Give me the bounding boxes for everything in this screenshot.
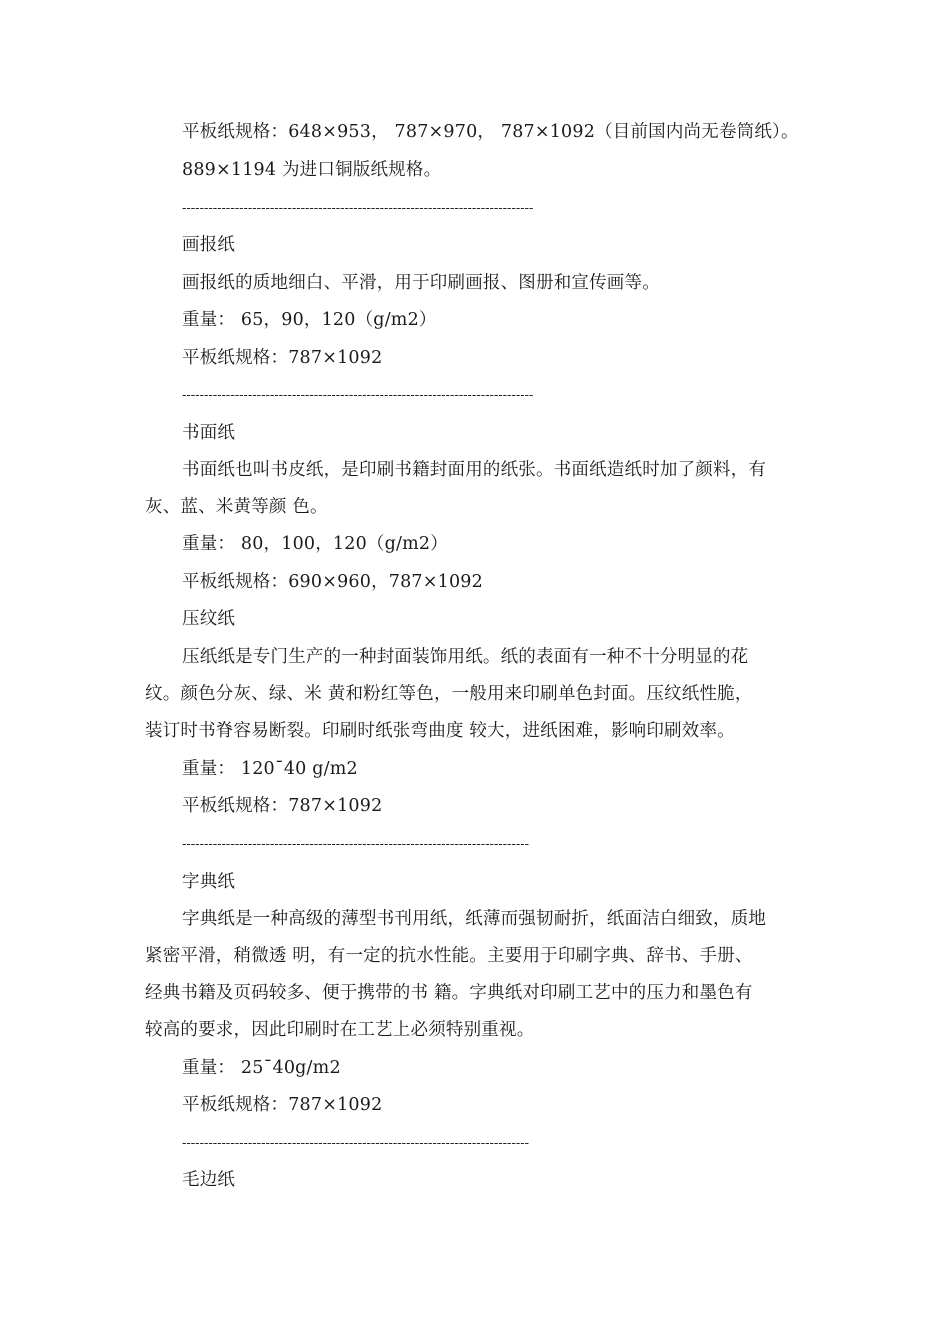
heading-yawen: 压纹纸	[182, 609, 236, 629]
weight-huabao: 重量： 65，90，120（g/m2）	[182, 310, 437, 330]
weight-zidian: 重量： 25¯40g/m2	[182, 1058, 341, 1078]
separator: --------------------------------------------------------------------------------	[182, 389, 534, 403]
body-yawen-3: 装订时书脊容易断裂。印刷时纸张弯曲度 较大，进纸困难，影响印刷效率。	[145, 721, 735, 741]
body-yawen-2: 纹。颜色分灰、绿、米 黄和粉红等色，一般用来印刷单色封面。压纹纸性脆，	[145, 684, 753, 704]
separator: --------------------------------------------------------------------------------	[182, 202, 534, 216]
specs-yawen: 平板纸规格：787×1092	[182, 796, 383, 816]
body-zidian-2: 紧密平滑，稍微透 明，有一定的抗水性能。主要用于印刷字典、辞书、手册、	[145, 946, 753, 966]
body-shumian-1: 书面纸也叫书皮纸，是印刷书籍封面用的纸张。书面纸造纸时加了颜料，有	[182, 460, 767, 480]
body-shumian-2: 灰、蓝、米黄等颜 色。	[145, 497, 328, 517]
body-zidian-3: 经典书籍及页码较多、便于携带的书 籍。字典纸对印刷工艺中的压力和墨色有	[145, 983, 753, 1003]
weight-yawen: 重量： 120¯40 g/m2	[182, 759, 358, 779]
body-zidian-1: 字典纸是一种高级的薄型书刊用纸，纸薄而强韧耐折，纸面洁白细致，质地	[182, 909, 767, 929]
specs-zidian: 平板纸规格：787×1092	[182, 1095, 383, 1115]
body-yawen-1: 压纸纸是专门生产的一种封面装饰用纸。纸的表面有一种不十分明显的花	[182, 647, 749, 667]
body-zidian-4: 较高的要求，因此印刷时在工艺上必须特别重视。	[145, 1020, 535, 1040]
heading-maobian: 毛边纸	[182, 1170, 236, 1190]
heading-shumian: 书面纸	[182, 423, 236, 443]
body-huabao: 画报纸的质地细白、平滑，用于印刷画报、图册和宣传画等。	[182, 273, 660, 293]
specs-shumian: 平板纸规格：690×960，787×1092	[182, 572, 483, 592]
separator: -------------------------------------------------------------------------------	[182, 838, 530, 852]
specs-line-1: 平板纸规格：648×953， 787×970， 787×1092（目前国内尚无卷筒纸）。	[182, 122, 799, 142]
weight-shumian: 重量： 80，100，120（g/m2）	[182, 534, 448, 554]
separator: -------------------------------------------------------------------------------	[182, 1137, 530, 1151]
heading-huabao: 画报纸	[182, 235, 236, 255]
specs-huabao: 平板纸规格：787×1092	[182, 348, 383, 368]
specs-line-2: 889×1194 为进口铜版纸规格。	[182, 160, 442, 180]
heading-zidian: 字典纸	[182, 872, 236, 892]
